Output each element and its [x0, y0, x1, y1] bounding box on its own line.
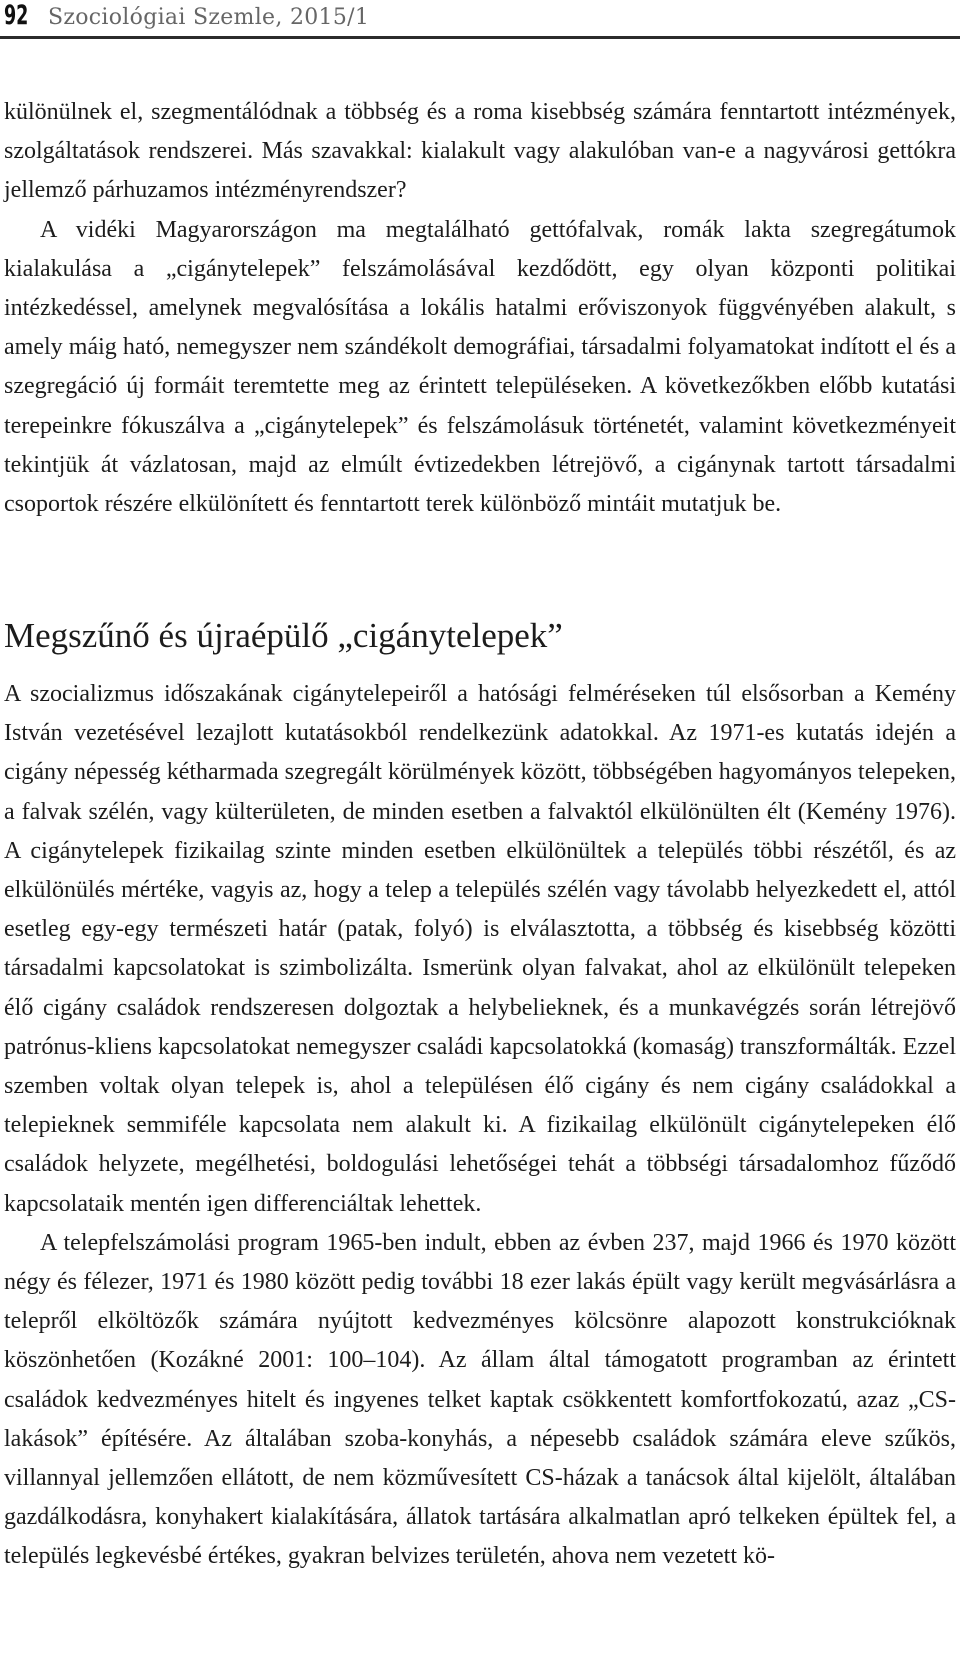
page-number: 92	[4, 0, 29, 31]
running-head	[4, 0, 369, 30]
header-rule	[0, 36, 960, 39]
section-text	[4, 675, 956, 1577]
section-paragraph-2: A telepfelszámolási program 1965-ben indult, ebben az évben 237, majd 1966 és 1970 között négy és félezer, 1971 és 1980 között pedig további 18 ezer lakás épült vagy került megvásárlásra a telepről elköltözők számára nyújtott kedvezményes kölcsönre alapozott konstrukcióknak köszönhetően (Kozákné 2001: 100–104). Az állam által támogatott programban az érintett családok kedvezményes hitelt és ingyenes telket kaptak csökkentett komfortfokozatú, azaz „CS-lakások” építésére. Az általában szoba-konyhás, a népesebb családok számára eleve szűkös, villannyal jellemzően ellátott, de nem közművesített CS-házak a tanácsok által kijelölt, általában gazdálkodásra, konyhakert kialakítására, állatok tartására alkalmatlan apró telkeken épültek fel, a település legkevésbé értékes, gyakran belvizes területén, ahova nem vezetett kö-	[4, 1229, 956, 1570]
section-paragraph-1: A szocializmus időszakának cigánytelepeiről a hatósági felméréseken túl elsősorban a Kemény István vezetésével lezajlott kutatásokból rendelkezünk adatokkal. Az 1971-es kutatás idején a cigány népesség kétharmada szegregált körülmények között, többségében hagyományos telepeken, a falvak szélén, vagy külterületen, de minden esetben a falvaktól elkülönülten élt (Kemény 1976). A cigánytelepek fizikailag szinte minden esetben elkülönültek a település többi részétől, és az elkülönülés mértéke, vagyis az, hogy a telep a település szélén vagy távolabb helyezkedett el, attól esetleg egy-egy természeti határ (patak, folyó) is elválasztotta, a többség és kisebbség közötti társadalmi kapcsolatokat is szimbolizálta. Ismerünk olyan falvakat, ahol az elkülönült telepeken élő cigány családok rendszeresen dolgoztak a helybelieknek, és a munkavégzés során létrejövő patrónus-kliens kapcsolatokat nemegyszer családi kapcsolatokká (komaság) transzformálták. Ezzel szemben voltak olyan telepek is, ahol a településen élő cigány és nem cigány családokkal a telepieknek semmiféle kapcsolata nem alakult ki. A fizikailag elkülönült cigánytelepeken élő családok helyzete, megélhetési, boldogulási lehetőségei tehát a többségi társadalomhoz fűződő kapcsolataik mentén igen differenciáltak lehettek.	[4, 681, 956, 1217]
intro-paragraph: A vidéki Magyarországon ma megtalálható gettófalvak, romák lakta szegregátumok kialakulása a „cigánytelepek” felszámolásával kezdődött, egy olyan központi politikai intézkedéssel, amelynek megvalósítása a lokális hatalmi erőviszonyok függvényében alakult, s amely máig ható, nemegyszer nem szándékolt demográfiai, társadalmi folyamatokat indított el és a szegregáció új formáit teremtette meg az érintett településeken. A következőkben előbb kutatási terepeinkre fókuszálva a „cigánytelepek” és felszámolásuk történetét, valamint következményeit tekintjük át vázlatosan, majd az elmúlt évtizedekben létrejövő, a cigánynak tartott társadalmi csoportok részére elkülönített és fenntartott terek különböző mintáit mutatjuk be.	[4, 216, 956, 518]
intro-text	[4, 93, 956, 524]
journal-title: Szociológiai Szemle, 2015/1	[48, 5, 370, 30]
section-heading: Megszűnő és újraépülő „cigánytelepek”	[4, 616, 563, 655]
continuation-paragraph: különülnek el, szegmentálódnak a többség és a roma kisebbség számára fenntartott intézmények, szolgáltatások rendszerei. Más szavakkal: kialakult vagy alakulóban van-e a nagyvárosi gettókra jellemző párhuzamos intézményrendszer?	[4, 99, 956, 204]
